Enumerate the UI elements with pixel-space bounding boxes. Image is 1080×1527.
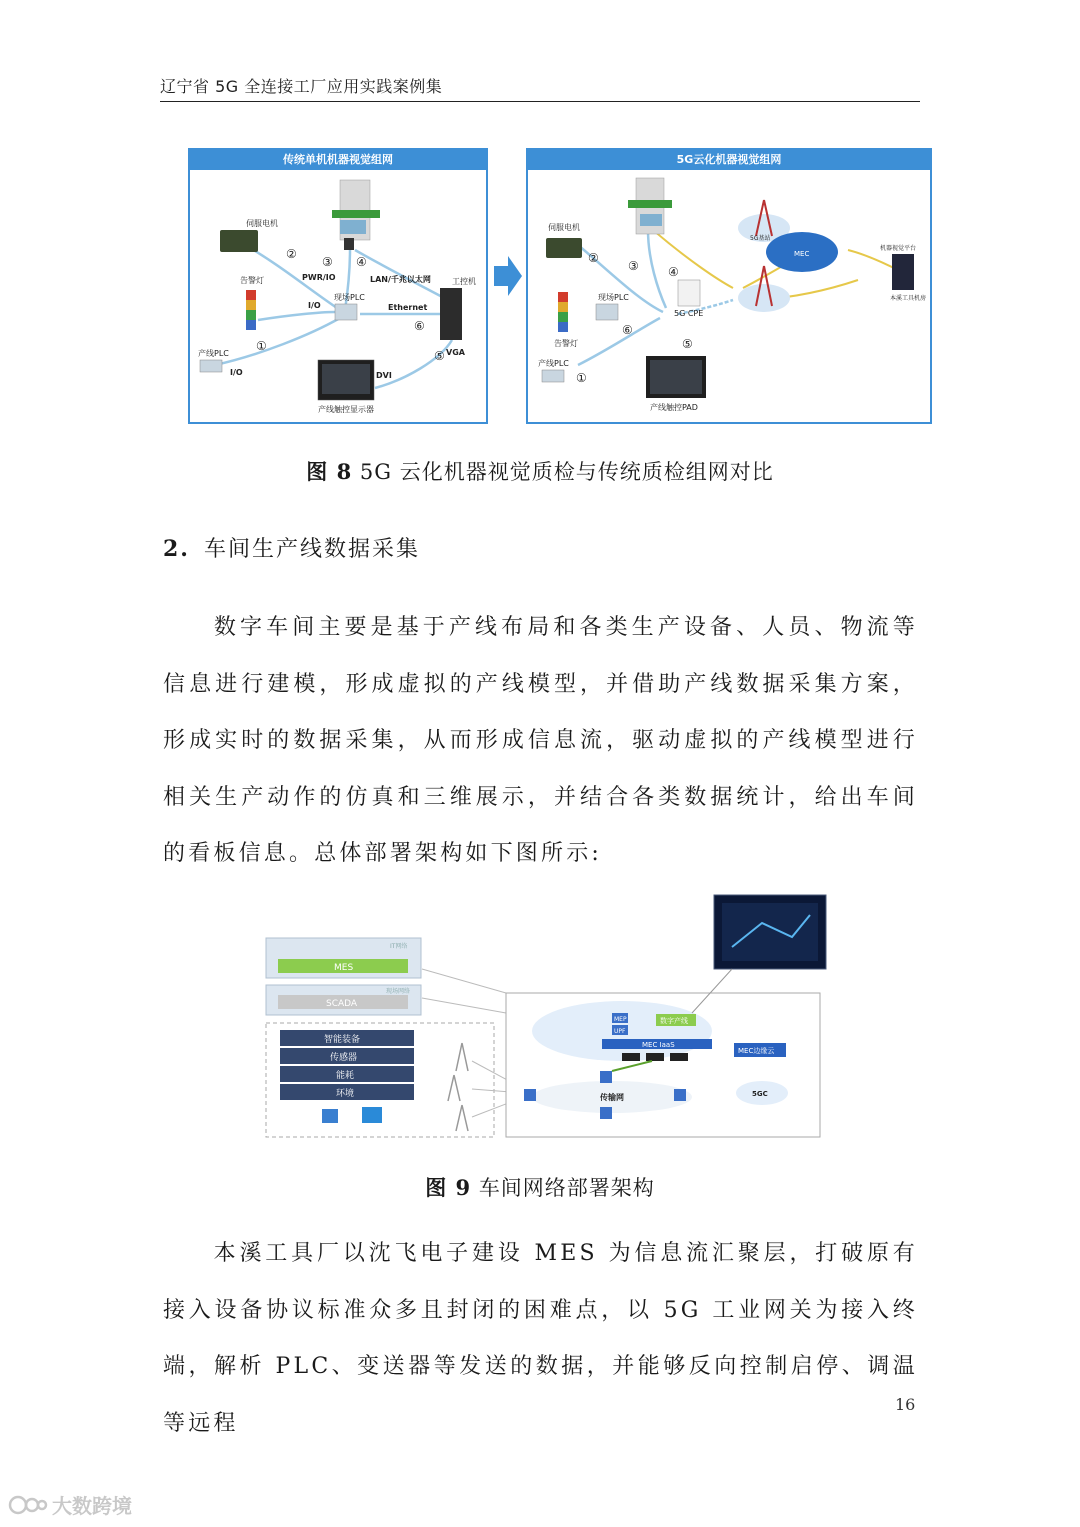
label-line-plc: 产线PLC — [198, 349, 229, 358]
industrial-pc-icon — [440, 288, 462, 340]
cloud-network-diagram — [528, 170, 930, 422]
figure-8-caption — [0, 456, 1080, 486]
section-number: 2. — [163, 536, 190, 562]
line-plc-icon — [542, 370, 564, 382]
traditional-network-panel — [188, 148, 488, 424]
label-io-2: I/O — [230, 368, 243, 377]
label-cpe: 5G CPE — [674, 309, 704, 318]
router-icon — [524, 1089, 536, 1101]
label-alarm: 告警灯 — [240, 276, 264, 285]
label-field-plc: 现场PLC — [598, 293, 629, 302]
label-display: 产线触控显示器 — [318, 405, 374, 414]
field-plc-icon — [596, 304, 618, 320]
label-servo: 伺服电机 — [548, 223, 580, 232]
label-ethernet: Ethernet — [388, 303, 428, 312]
figure-8-text: 5G 云化机器视觉质检与传统质检组网对比 — [359, 460, 774, 484]
figure-8 — [188, 148, 933, 424]
paragraph-1 — [163, 600, 918, 883]
label-line-plc: 产线PLC — [538, 359, 569, 368]
traditional-network-diagram — [190, 170, 486, 422]
digital-line-label: 数字产线 — [660, 1017, 688, 1025]
header-title: 辽宁省 5G 全连接工厂应用实践案例集 — [160, 77, 443, 96]
label-ipc: 工控机 — [452, 277, 476, 286]
watermark — [8, 1490, 132, 1519]
mec-edge-label: MEC边缘云 — [738, 1047, 775, 1055]
running-header — [160, 74, 920, 102]
label-pwr-io: PWR/IO — [302, 273, 336, 282]
server-rack-icon — [892, 254, 914, 290]
mec-iaas-label: MEC IaaS — [642, 1041, 675, 1049]
marker-2: ② — [588, 251, 599, 265]
marker-2: ② — [286, 247, 297, 261]
ot-network-label: 现场网络 — [386, 988, 411, 995]
marker-6: ⑥ — [622, 323, 633, 337]
marker-4: ④ — [356, 255, 367, 269]
figure-9-text: 车间网络部署架构 — [478, 1176, 655, 1200]
alarm-lamp-icon — [246, 290, 256, 300]
label-room: 本溪工具机房 — [890, 295, 927, 302]
layer-smart-equipment: 智能装备 — [324, 1035, 361, 1045]
scada-label: SCADA — [326, 999, 358, 1009]
figure-9-caption — [0, 1172, 1080, 1202]
figure-8-label: 图 8 — [306, 459, 353, 484]
label-field-plc: 现场PLC — [334, 293, 365, 302]
cloud-network-panel — [526, 148, 932, 424]
server-icon — [622, 1053, 640, 1061]
servo-motor-icon — [220, 230, 258, 252]
label-platform: 机器视觉平台 — [880, 245, 917, 252]
layer-environment: 环境 — [336, 1089, 355, 1099]
mes-label: MES — [334, 963, 354, 973]
users-icon — [322, 1109, 338, 1123]
marker-1: ① — [256, 339, 267, 353]
layer-energy: 能耗 — [336, 1071, 355, 1081]
section-title: 车间生产线数据采集 — [203, 537, 420, 562]
marker-5: ⑤ — [682, 337, 693, 351]
section-heading — [163, 532, 420, 563]
computer-icon — [362, 1107, 382, 1123]
label-io-1: I/O — [308, 301, 321, 310]
transition-arrow-icon — [494, 256, 522, 296]
marker-6: ⑥ — [414, 319, 425, 333]
label-pad: 产线触控PAD — [650, 403, 698, 412]
cloud-panel-title: 5G云化机器视觉组网 — [528, 150, 930, 170]
field-plc-icon — [335, 304, 357, 320]
core-label: 5GC — [752, 1090, 768, 1098]
line-plc-icon — [200, 360, 222, 372]
label-vga: VGA — [446, 348, 465, 357]
marker-1: ① — [576, 371, 587, 385]
cpe-icon — [678, 280, 700, 306]
mep-label: MEP — [614, 1016, 627, 1023]
servo-motor-icon — [546, 238, 582, 258]
figure-9 — [262, 893, 827, 1143]
alarm-lamp-icon — [558, 292, 568, 302]
traditional-panel-title: 传统单机机器视觉组网 — [190, 150, 486, 170]
marker-3: ③ — [322, 255, 333, 269]
transport-label: 传输网 — [600, 1093, 624, 1102]
label-servo: 伺服电机 — [246, 219, 278, 228]
marker-3: ③ — [628, 259, 639, 273]
upf-label: UPF — [614, 1028, 626, 1035]
page-number: 16 — [895, 1395, 916, 1414]
label-mec: MEC — [794, 250, 810, 258]
paragraph-1-text: 数字车间主要是基于产线布局和各类生产设备、人员、物流等信息进行建模，形成虚拟的产线模型，并借助产线数据采集方案，形成实时的数据采集，从而形成信息流，驱动虚拟的产线模型进行相关生产动作的仿真和三维展示，并结合各类数据统计，给出车间的看板信息。总体部署架构如下图所示: — [163, 615, 918, 866]
marker-5: ⑤ — [434, 349, 445, 363]
label-base: 5G基站 — [750, 235, 771, 242]
it-network-label: IT网络 — [390, 943, 408, 950]
label-dvi: DVI — [376, 371, 392, 380]
label-alarm: 告警灯 — [554, 339, 578, 348]
watermark-text: 大数跨境 — [52, 1494, 132, 1518]
figure-9-label: 图 9 — [425, 1175, 472, 1200]
label-lan: LAN/千兆以太网 — [370, 275, 431, 284]
watermark-logo-icon — [8, 1492, 48, 1518]
paragraph-2-text: 本溪工具厂以沈飞电子建设 MES 为信息流汇聚层，打破原有接入设备协议标准众多且封闭的困难点，以 5G 工业网关为接入终端，解析 PLC、变送器等发送的数据，并能够反向控制启停、调温等远程 — [163, 1241, 918, 1436]
layer-sensor: 传感器 — [330, 1053, 358, 1063]
marker-4: ④ — [668, 265, 679, 279]
tower-icon — [456, 1043, 468, 1071]
paragraph-2 — [163, 1226, 918, 1452]
